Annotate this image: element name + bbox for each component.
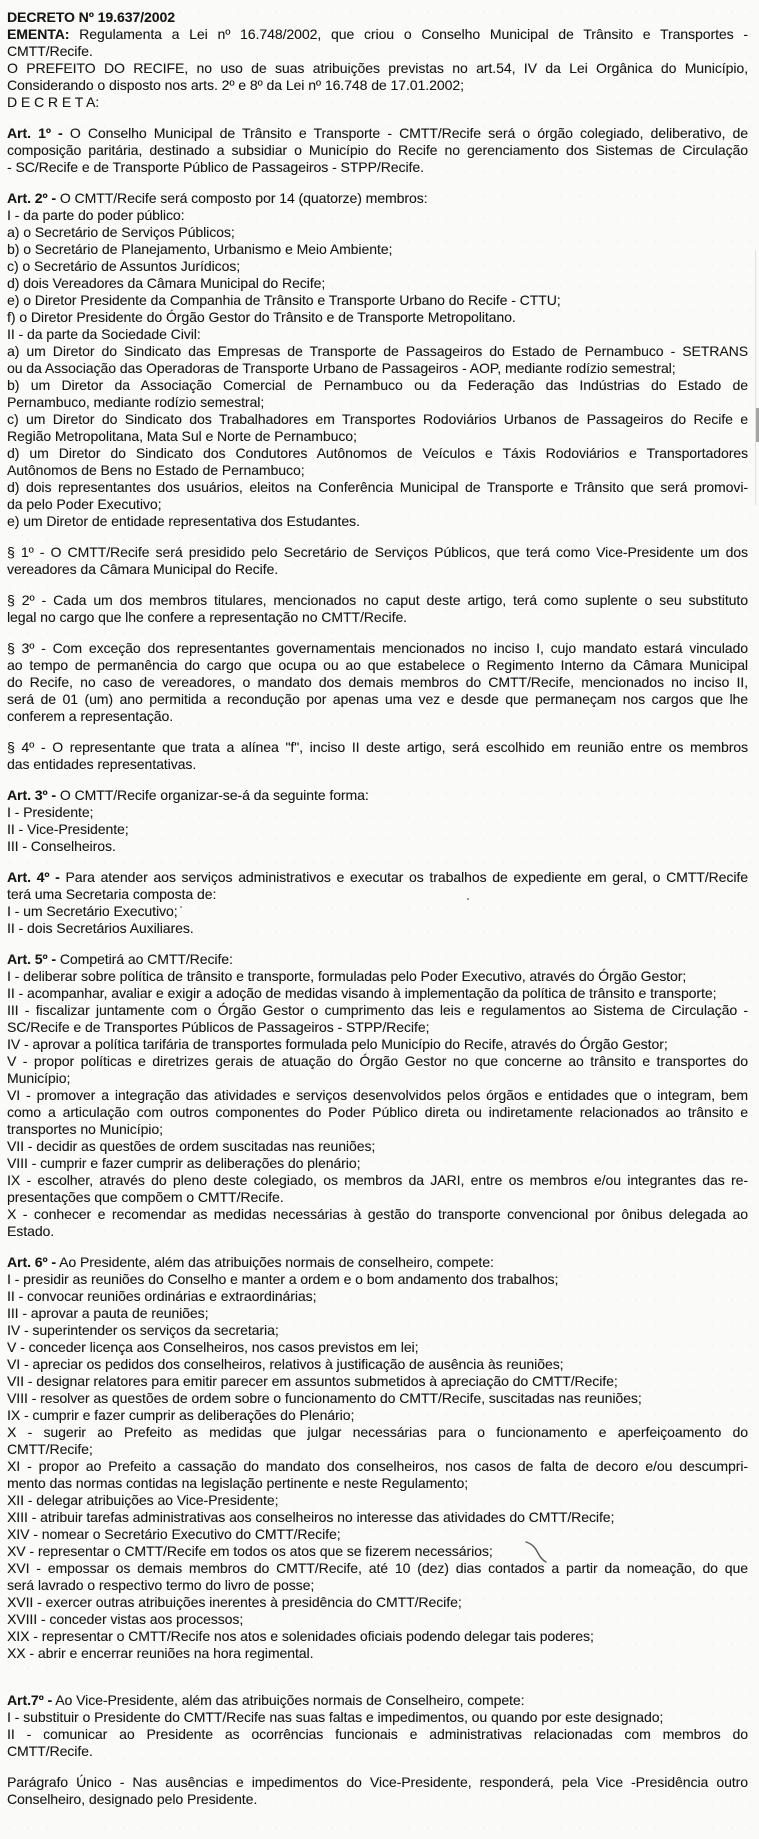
text-line: I - Presidente; — [7, 804, 94, 820]
section-par4 — [7, 739, 748, 773]
text-line: ou da Associação das Operadoras de Transporte Urbano de Passageiros - AOP, mediante rodízio semestral; — [7, 360, 676, 376]
bold-lead: Art. 6º - — [7, 1254, 57, 1270]
bold-lead: Art.7º - — [7, 1692, 53, 1708]
text-line — [7, 9, 748, 26]
text-line: ao tempo de permanência do cargo que ocupa ou ao que estabelece o Regimento Interno da Câmara Municipal — [7, 657, 748, 673]
section-art2 — [7, 190, 748, 530]
text-line: das entidades representativas. — [7, 756, 197, 772]
text-line: I - deliberar sobre política de trânsito e transporte, formuladas pelo Poder Executivo, através do Órgão Gestor; — [7, 968, 687, 984]
text-line: e) o Diretor Presidente da Companhia de Trânsito e Transporte Urbano do Recife - CTTU; — [7, 292, 561, 308]
section-header — [7, 9, 748, 111]
section-par3 — [7, 640, 748, 725]
text-line: Conselheiro, designado pelo Presidente. — [7, 1791, 258, 1807]
text-line: III - aprovar a pauta de reuniões; — [7, 1305, 209, 1321]
bold-lead: Art. 2º - — [7, 190, 57, 206]
text-line: será lavrado o respectivo termo do livro de posse; — [7, 1577, 315, 1593]
text-line: XIX - representar o CMTT/Recife nos atos e solenidades oficiais podendo delegar tais poderes; — [7, 1628, 594, 1644]
text-line: II - comunicar ao Presidente as ocorrências funcionais e administrativas relacionadas com membros do — [7, 1726, 748, 1742]
text-line: será de 01 (um) ano permitida a recondução por apenas uma vez e desde que permaneçam nos cargos que lhe — [7, 691, 748, 707]
text-line: vereadores da Câmara Municipal do Recife. — [7, 561, 279, 577]
text-line: IX - escolher, através do pleno deste colegiado, os membros da JARI, entre os membros e/ou integrantes das re- — [7, 1172, 748, 1188]
text-line: VII - decidir as questões de ordem suscitadas nas reuniões; — [7, 1138, 376, 1154]
text-line: § 1º - O CMTT/Recife será presidido pelo Secretário de Serviços Públicos, que terá como Vice-Presidente um dos — [7, 544, 748, 560]
text-line: VIII - resolver as questões de ordem sobre o funcionamento do CMTT/Recife, suscitadas nas reuniões; — [7, 1390, 642, 1406]
text-line: conferem a representação. — [7, 708, 174, 724]
scan-edge-faint-line — [755, 250, 757, 505]
bold-lead: Art. 5º - — [7, 951, 57, 967]
scan-speck — [467, 898, 469, 900]
text-line: II - convocar reuniões ordinárias e extraordinárias; — [7, 1288, 317, 1304]
text-line: composição paritária, destinado a subsidiar o Município do Recife no gerenciamento dos Sistemas de Circulação — [7, 142, 748, 158]
text-line: e) um Diretor de entidade representativa dos Estudantes. — [7, 513, 360, 529]
text-line: XI - propor ao Prefeito a cassação do mandato dos conselheiros, nos casos de falta de decoro e/ou descumpri- — [7, 1458, 748, 1474]
text-line: a) um Diretor do Sindicato das Empresas de Transporte de Passageiros do Estado de Pernambuco - SETRANS — [7, 343, 748, 359]
text-line: D E C R E T A: — [7, 94, 100, 110]
section-art3 — [7, 787, 748, 855]
text-line: Autônomos de Bens no Estado de Pernambuco; — [7, 462, 305, 478]
text-line: b) um Diretor da Associação Comercial de Pernambuco ou da Federação das Indústrias do Estado de — [7, 377, 748, 393]
text-line: do Recife, no caso de vereadores, o mandato dos demais membros do CMTT/Recife, mencionados no inciso II, — [7, 674, 748, 690]
text-line: I - da parte do poder público: — [7, 207, 185, 223]
text-line: Região Metropolitana, Mata Sul e Norte de Pernambuco; — [7, 428, 357, 444]
text-line: b) o Secretário de Planejamento, Urbanismo e Meio Ambiente; — [7, 241, 393, 257]
text-line: VII - designar relatores para emitir parecer em assuntos submetidos à apreciação do CMTT/Recife; — [7, 1373, 618, 1389]
bold-lead: EMENTA: — [7, 26, 70, 42]
text-line: X - conhecer e recomendar as medidas necessárias à gestão do transporte convencional por ônibus delegada ao — [7, 1206, 748, 1222]
text-line: I - presidir as reuniões do Conselho e manter a ordem e o bom andamento dos trabalhos; — [7, 1271, 559, 1287]
text-line: mento das normas contidas na legislação pertinente e neste Regulamento; — [7, 1475, 469, 1491]
text-line: CMTT/Recife; — [7, 1441, 93, 1457]
text-line: III - Conselheiros. — [7, 838, 116, 854]
text-line: § 2º - Cada um dos membros titulares, mencionados no caput deste artigo, terá como suplente o seu substituto — [7, 592, 748, 608]
scan-speck — [180, 906, 182, 908]
bold-lead: Art. 4º - — [7, 869, 60, 885]
text-line: V - propor políticas e diretrizes gerais de atuação do Órgão Gestor no que concerne ao trânsito e transportes do — [7, 1053, 748, 1069]
section-art7 — [7, 1692, 748, 1760]
text-line: VIII - cumprir e fazer cumprir as deliberações do plenário; — [7, 1155, 361, 1171]
text-line: XIV - nomear o Secretário Executivo do CMTT/Recife; — [7, 1526, 341, 1542]
text-line: Art. 6º - Ao Presidente, além das atribuições normais de conselheiro, compete: — [7, 1254, 494, 1270]
text-line: III - fiscalizar juntamente com o Órgão Gestor o cumprimento das leis e regulamentos ao Sistema de Circulação - — [7, 1002, 748, 1018]
section-art4 — [7, 869, 748, 937]
text-line: XV - representar o CMTT/Recife em todos os atos que se fizerem necessários; — [7, 1543, 493, 1559]
text-line: c) o Secretário de Assuntos Jurídicos; — [7, 258, 241, 274]
text-line: Art.7º - Ao Vice-Presidente, além das atribuições normais de Conselheiro, compete: — [7, 1692, 525, 1708]
text-line: Estado. — [7, 1223, 55, 1239]
bold-lead: Art. 1º - — [7, 125, 63, 141]
section-art5 — [7, 951, 748, 1240]
text-line: XIII - atribuir tarefas administrativas aos conselheiros no interesse das atividades do CMTT/Recife; — [7, 1509, 615, 1525]
text-line: Art. 4º - Para atender aos serviços administrativos e executar os trabalhos de expediente em geral, o CMTT/Recife — [7, 869, 748, 885]
text-line: Art. 3º - O CMTT/Recife organizar-se-á da seguinte forma: — [7, 787, 369, 803]
text-line: transportes no Município; — [7, 1121, 163, 1137]
text-line: I - um Secretário Executivo; — [7, 903, 178, 919]
text-line: IX - cumprir e fazer cumprir as deliberações do Plenário; — [7, 1407, 355, 1423]
text-line: II - da parte da Sociedade Civil: — [7, 326, 201, 342]
text-line: d) dois Vereadores da Câmara Municipal do Recife; — [7, 275, 326, 291]
text-line: Pernambuco, mediante rodízio semestral; — [7, 394, 265, 410]
text-line: c) um Diretor do Sindicato dos Trabalhadores em Transportes Rodoviários Urbanos de Passageiros do Recife e — [7, 411, 748, 427]
text-line: f) o Diretor Presidente do Órgão Gestor do Trânsito e de Transporte Metropolitano. — [7, 309, 516, 325]
text-line: CMTT/Recife. — [7, 43, 93, 59]
text-line: Município; — [7, 1070, 71, 1086]
text-line: II - dois Secretários Auxiliares. — [7, 920, 194, 936]
text-line: X - sugerir ao Prefeito as medidas que julgar necessárias para o funcionamento e aperfeiçoamento do — [7, 1424, 748, 1440]
text-line: presentações que compõem o CMTT/Recife. — [7, 1189, 284, 1205]
text-line: d) um Diretor do Sindicato dos Condutores Autônomos de Veículos e Táxis Rodoviários e Transportadores — [7, 445, 748, 461]
text-line: XII - delegar atribuições ao Vice-Presidente; — [7, 1492, 279, 1508]
text-line: O PREFEITO DO RECIFE, no uso de suas atribuições previstas no art.54, IV da Lei Orgânica do Município, — [7, 60, 748, 76]
text-line: XVII - exercer outras atribuições inerentes à presidência do CMTT/Recife; — [7, 1594, 462, 1610]
text-line: V - conceder licença aos Conselheiros, nos casos previstos em lei; — [7, 1339, 419, 1355]
text-line: Parágrafo Único - Nas ausências e impedimentos do Vice-Presidente, responderá, pela Vice -Presidência outro — [7, 1774, 748, 1790]
text-line: XVI - empossar os demais membros do CMTT/Recife, até 10 (dez) dias contados a partir da nomeação, do que — [7, 1560, 748, 1576]
text-line: IV - aprovar a política tarifária de transportes formulada pelo Município do Recife, através do Órgão Gestor; — [7, 1036, 668, 1052]
text-line: - SC/Recife e de Transporte Público de Passageiros - STPP/Recife. — [7, 159, 424, 175]
bold-lead: DECRETO Nº 19.637/2002 — [7, 9, 175, 25]
text-line: legal no cargo que lhe confere a representação no CMTT/Recife. — [7, 609, 408, 625]
text-line: XX - abrir e encerrar reuniões na hora regimental. — [7, 1645, 314, 1661]
text-line: d) dois representantes dos usuários, eleitos na Conferência Municipal de Transporte e Trânsito que será promovi- — [7, 479, 748, 495]
text-line: Art. 1º - O Conselho Municipal de Trânsito e Transporte - CMTT/Recife será o órgão colegiado, deliberativo, de — [7, 125, 748, 141]
text-line: XVIII - conceder vistas aos processos; — [7, 1611, 244, 1627]
section-paragrafo-unico — [7, 1774, 748, 1808]
text-line: como a articulação com outros componentes do Poder Público direta ou indiretamente relacionados ao trânsito e — [7, 1104, 748, 1120]
text-line: § 4º - O representante que trata a alínea "f", inciso II deste artigo, será escolhido em reunião entre os membros — [7, 739, 748, 755]
text-line: II - Vice-Presidente; — [7, 821, 129, 837]
text-line: Considerando o disposto nos arts. 2º e 8º da Lei nº 16.748 de 17.01.2002; — [7, 77, 464, 93]
document-body — [7, 9, 748, 1808]
text-line: da pelo Poder Executivo; — [7, 496, 162, 512]
text-line: IV - superintender os serviços da secretaria; — [7, 1322, 279, 1338]
text-line: SC/Recife e de Transportes Públicos de Passageiros - STPP/Recife; — [7, 1019, 430, 1035]
section-par2 — [7, 592, 748, 626]
text-line: § 3º - Com exceção dos representantes governamentais mencionados no inciso I, cujo mandato estará vinculado — [7, 640, 748, 656]
text-line: I - substituir o Presidente do CMTT/Recife nas suas faltas e impedimentos, ou quando por este designado; — [7, 1709, 664, 1725]
text-line: VI - apreciar os pedidos dos conselheiros, relativos à justificação de ausência às reuniões; — [7, 1356, 564, 1372]
text-line: EMENTA: Regulamenta a Lei nº 16.748/2002, que criou o Conselho Municipal de Trânsito e Transportes - — [7, 26, 748, 42]
pen-mark-artifact — [524, 1541, 548, 1565]
text-line: II - acompanhar, avaliar e exigir a adoção de medidas visando à implementação da política de trânsito e transporte; — [7, 985, 717, 1001]
text-line: Art. 2º - O CMTT/Recife será composto por 14 (quatorze) membros: — [7, 190, 428, 206]
text-line: CMTT/Recife. — [7, 1743, 93, 1759]
text-line: Art. 5º - Competirá ao CMTT/Recife: — [7, 951, 233, 967]
section-art6 — [7, 1254, 748, 1662]
text-line: terá uma Secretaria composta de: — [7, 886, 217, 902]
text-line: a) o Secretário de Serviços Públicos; — [7, 224, 235, 240]
text-line: VI - promover a integração das atividades e serviços desenvolvidos pelos órgãos e entidades que o integram, bem — [7, 1087, 748, 1103]
section-art1 — [7, 125, 748, 176]
section-par1 — [7, 544, 748, 578]
bold-lead: Art. 3º - — [7, 787, 57, 803]
